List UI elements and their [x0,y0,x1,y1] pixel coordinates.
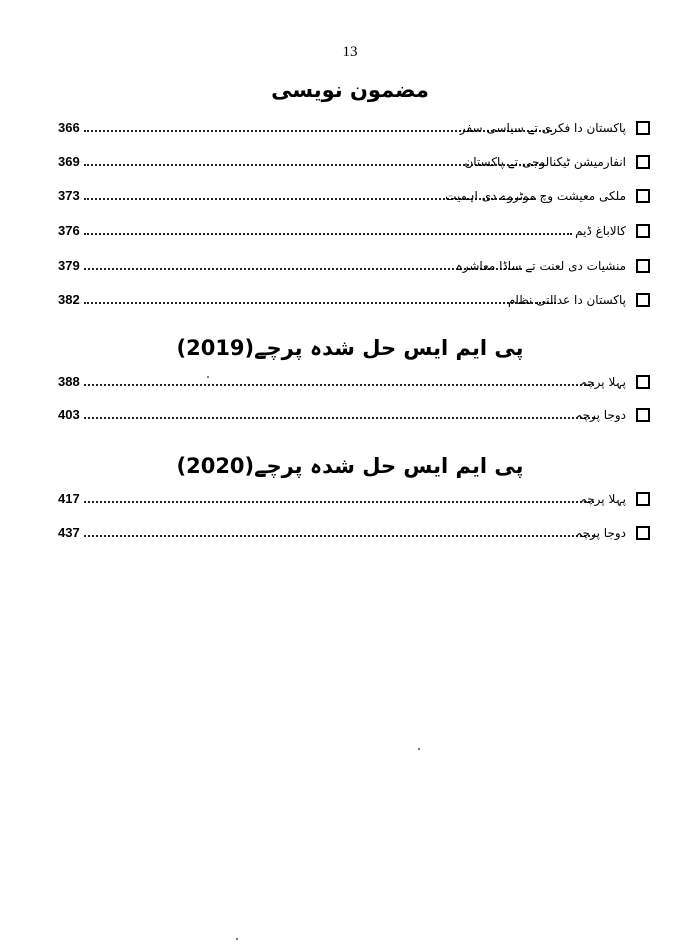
toc-entry[interactable] [58,372,650,394]
entry-page-number: 379 [58,258,80,273]
scan-speck [418,748,420,750]
checkbox-icon [636,155,650,169]
dot-leader [84,417,594,419]
entry-title: دوجا پرچہ [575,408,626,422]
dot-leader [84,302,556,304]
checkbox-icon [636,224,650,238]
entry-title: کالاباغ ڈیم [575,224,626,238]
entry-title: منشیات دی لعنت تے ساڈا معاشرہ [455,259,626,273]
toc-entry[interactable] [58,186,650,208]
entry-page-number: 376 [58,223,80,238]
scan-speck [207,376,209,378]
entry-title: ملکی معیشت وچ موٹروے دی اہمیت [445,189,626,203]
section-title: پی ایم ایس حل شدہ پرچے(2020) [176,454,524,478]
entry-page-number: 388 [58,374,80,389]
checkbox-icon [636,408,650,422]
entry-page-number: 437 [58,525,80,540]
toc-entry[interactable] [58,152,650,174]
toc-entry[interactable] [58,118,650,140]
toc-entry[interactable] [58,256,650,278]
dot-leader [84,233,572,235]
entry-page-number: 382 [58,292,80,307]
checkbox-icon [636,526,650,540]
entry-page-number: 366 [58,120,80,135]
dot-leader [84,535,594,537]
entry-title: پہلا پرچہ [580,492,626,506]
dot-leader [84,384,594,386]
toc-entry[interactable] [58,489,650,511]
toc-entry[interactable] [58,523,650,545]
entry-title: دوجا پرچہ [575,526,626,540]
toc-entry[interactable] [58,290,650,312]
checkbox-icon [636,121,650,135]
checkbox-icon [636,259,650,273]
entry-page-number: 403 [58,407,80,422]
checkbox-icon [636,492,650,506]
entry-title: پاکستان دا فکری تے سیاسی سفر [459,121,626,135]
entry-page-number: 373 [58,188,80,203]
toc-entry[interactable] [58,405,650,427]
toc-entry[interactable] [58,221,650,243]
entry-page-number: 417 [58,491,80,506]
section-title: پی ایم ایس حل شدہ پرچے(2019) [176,336,524,360]
entry-title: پاکستان دا عدالتی نظام [508,293,626,307]
scan-speck [236,938,238,940]
checkbox-icon [636,189,650,203]
entry-page-number: 369 [58,154,80,169]
checkbox-icon [636,293,650,307]
section-title: مضمون نویسی [271,78,429,102]
entry-title: پہلا پرچہ [580,375,626,389]
checkbox-icon [636,375,650,389]
dot-leader [84,501,594,503]
page-number: 13 [342,44,358,60]
entry-title: انفارمیشن ٹیکنالوجی تے پاکستان [464,155,626,169]
